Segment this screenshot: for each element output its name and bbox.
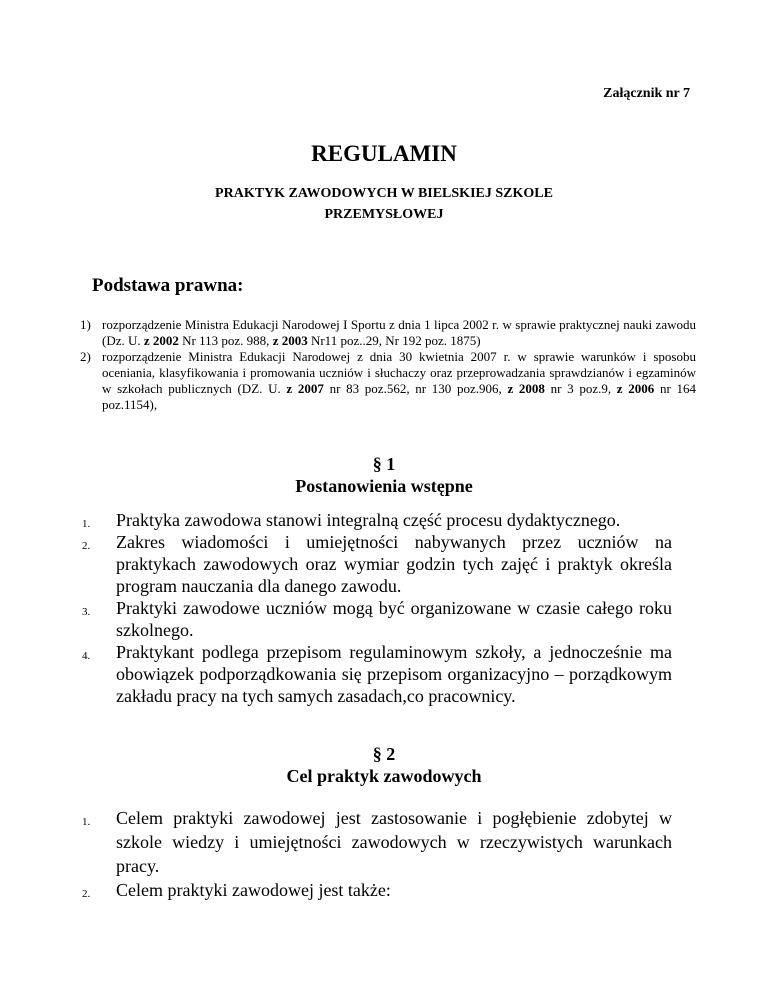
- list-item-text: Praktykant podlega przepisom regulaminowym szkoły, a jednocześnie ma obowiązek podporządkowania się przepisom organizacyjno – porządkowym zakładu pracy na tych samych zasadach,co pracownicy.: [116, 642, 672, 706]
- legal-basis-year: z 2003: [272, 333, 308, 348]
- section-2-heading: [0, 743, 768, 787]
- list-item: [82, 878, 672, 902]
- section-1-list: [82, 509, 672, 707]
- legal-basis-year: z 2007: [286, 381, 324, 396]
- list-item-text: Praktyka zawodowa stanowi integralną część procesu dydaktycznego.: [116, 510, 621, 530]
- legal-basis-year: z 2002: [143, 333, 179, 348]
- list-item-number: 2.: [82, 540, 91, 552]
- list-item: [82, 641, 672, 707]
- attachment-label: Załącznik nr 7: [603, 86, 690, 101]
- list-item: [82, 806, 672, 878]
- legal-basis-text: rozporządzenie Ministra Edukacji Narodowej I Sportu z dnia 1 lipca 2002 r. w sprawie praktycznej nauki zawodu (Dz. U.: [102, 317, 696, 348]
- legal-basis-text: nr 3 poz.9,: [544, 381, 617, 396]
- list-item: [82, 597, 672, 641]
- list-item: [82, 509, 672, 531]
- legal-basis-number: 1): [80, 317, 91, 332]
- section-1-title: Postanowienia wstępne: [295, 476, 473, 496]
- list-item-text: Praktyki zawodowe uczniów mogą być organizowane w czasie całego roku szkolnego.: [116, 598, 672, 640]
- legal-basis-text: nr 164 poz.1154),: [102, 381, 696, 412]
- list-item-text: Zakres wiadomości i umiejętności nabywanych przez uczniów na praktykach zawodowych oraz wymiar godzin tych zajęć i praktyk określa program nauczania dla danego zawodu.: [116, 532, 672, 596]
- list-item-number: 3.: [82, 606, 91, 618]
- section-1-heading: [0, 453, 768, 497]
- legal-basis-year: z 2006: [616, 381, 655, 396]
- legal-basis-item: [80, 349, 696, 413]
- subtitle-line-2: PRZEMYSŁOWEJ: [324, 207, 444, 222]
- document-title: REGULAMIN: [311, 141, 457, 166]
- legal-basis-number: 2): [80, 349, 91, 364]
- section-2-title: Cel praktyk zawodowych: [286, 766, 482, 786]
- list-item-text: Celem praktyki zawodowej jest także:: [116, 880, 391, 900]
- legal-basis-item: [80, 317, 696, 349]
- section-2-symbol: § 2: [372, 744, 396, 764]
- legal-basis-heading: Podstawa prawna:: [92, 275, 244, 296]
- list-item: [82, 531, 672, 597]
- list-item-number: 4.: [82, 650, 91, 662]
- section-2-list: [82, 806, 672, 902]
- legal-basis-year: z 2008: [507, 381, 545, 396]
- legal-basis-text: nr 83 poz.562, nr 130 poz.906,: [323, 381, 508, 396]
- section-1-symbol: § 1: [372, 454, 396, 474]
- list-item-text: Celem praktyki zawodowej jest zastosowanie i pogłębienie zdobytej w szkole wiedzy i umiejętności zawodowych w rzeczywistych warunkach pracy.: [116, 808, 672, 876]
- subtitle-line-1: PRAKTYK ZAWODOWYCH W BIELSKIEJ SZKOLE: [215, 186, 553, 201]
- list-item-number: 1.: [82, 816, 91, 828]
- legal-basis-list: [80, 317, 696, 413]
- list-item-number: 2.: [82, 888, 91, 900]
- list-item-number: 1.: [82, 518, 91, 530]
- document-subtitle: [150, 183, 618, 225]
- legal-basis-text: Nr 113 poz. 988,: [178, 333, 273, 348]
- legal-basis-text: rozporządzenie Ministra Edukacji Narodowej z dnia 30 kwietnia 2007 r. w sprawie warunków i sposobu oceniania, klasyfikowania i promowania uczniów i słuchaczy oraz przeprowadzania sprawdzianów i egzaminów w szkołach publicznych (DZ. U.: [102, 349, 696, 396]
- legal-basis-text: Nr11 poz..29, Nr 192 poz. 1875): [307, 333, 481, 348]
